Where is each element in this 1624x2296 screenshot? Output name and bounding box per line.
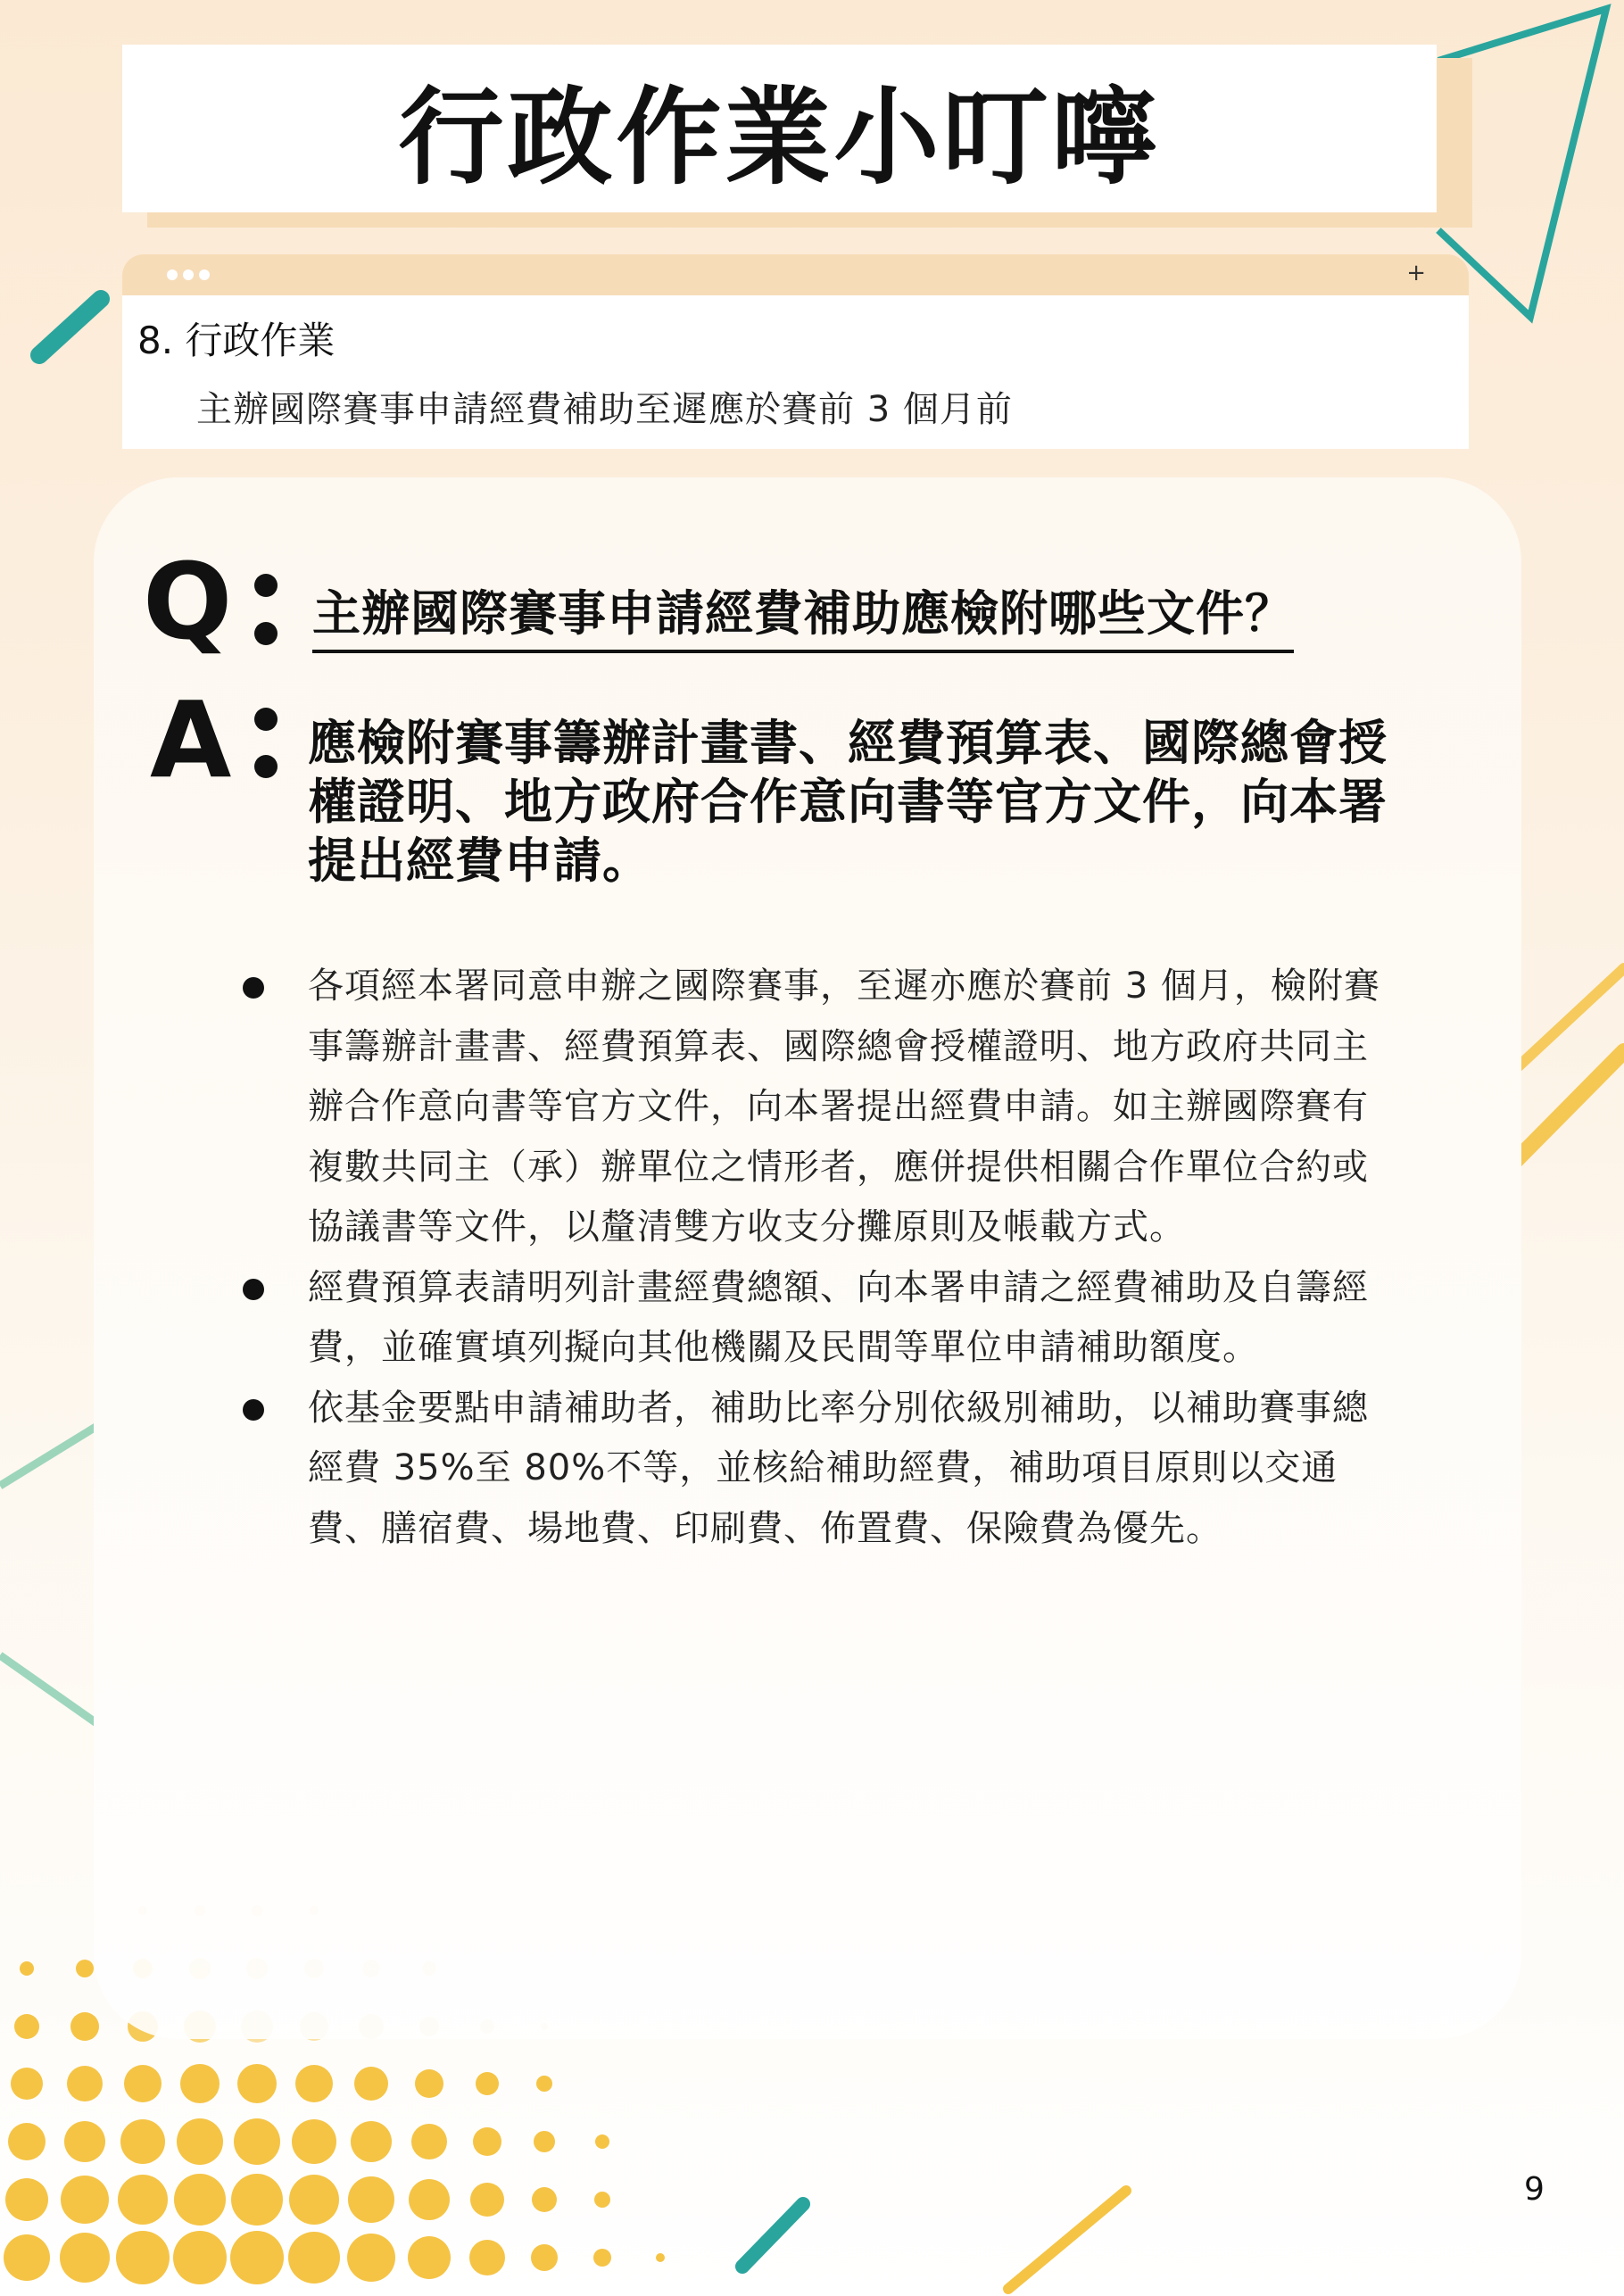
list-item-text: 經費預算表請明列計畫經費總額、向本署申請之經費補助及自籌經費，並確實填列擬向其他機關及民間等單位申請補助額度。 <box>308 1266 1369 1368</box>
section-heading: 8. 行政作業 <box>137 319 336 362</box>
colon-dot-icon <box>254 708 278 731</box>
list-item-text: 各項經本署同意申辦之國際賽事，至遲亦應於賽前 3 個月，檢附賽事籌辦計畫書、經費預算表、國際總會授權證明、地方政府共同主辦合作意向書等官方文件，向本署提出經費申請。如主辦國際賽有複數共同主（承）辦單位之情形者，應併提供相關合作單位合約或協議書等文件，以釐清雙方收支分攤原則及帳載方式。 <box>308 966 1380 1247</box>
answer-text: 應檢附賽事籌辦計畫書、經費預算表、國際總會授權證明、地方政府合作意向書等官方文件，向本署提出經費申請。 <box>308 715 1388 889</box>
yellow-slash-icon <box>1008 2191 1126 2289</box>
question-text: 主辦國際賽事申請經費補助應檢附哪些文件？ <box>312 576 1294 653</box>
colon-dot-icon <box>254 622 278 645</box>
colon-dot-icon <box>254 755 278 778</box>
window-title-bar <box>122 254 1469 295</box>
teal-slash-icon <box>39 299 101 355</box>
list-item <box>241 1379 1401 1560</box>
page-title: 行政作業小叮嚀 <box>398 76 1161 199</box>
teal-slash-icon <box>742 2204 803 2267</box>
section-summary: 主辦國際賽事申請經費補助至遲應於賽前 3 個月前 <box>196 389 1013 430</box>
colon-dot-icon <box>254 574 278 597</box>
section-card <box>122 295 1469 449</box>
plus-icon: + <box>1406 260 1426 286</box>
answer-letter: A <box>150 678 232 801</box>
window-dot-icon <box>167 269 178 280</box>
page-number: 9 <box>1524 2171 1545 2208</box>
title-banner <box>122 45 1437 212</box>
window-dot-icon <box>183 269 194 280</box>
detail-list <box>241 957 1401 1559</box>
bullet-icon <box>243 977 264 999</box>
window-dot-icon <box>199 269 210 280</box>
list-item <box>241 957 1401 1258</box>
question-letter: Q <box>143 540 233 663</box>
bullet-icon <box>243 1279 264 1300</box>
bullet-icon <box>243 1399 264 1421</box>
list-item-text: 依基金要點申請補助者，補助比率分別依級別補助，以補助賽事總經費 35%至 80%不等，並核給補助經費，補助項目原則以交通費、膳宿費、場地費、印刷費、佈置費、保險費為優先。 <box>308 1387 1369 1549</box>
list-item <box>241 1258 1401 1379</box>
